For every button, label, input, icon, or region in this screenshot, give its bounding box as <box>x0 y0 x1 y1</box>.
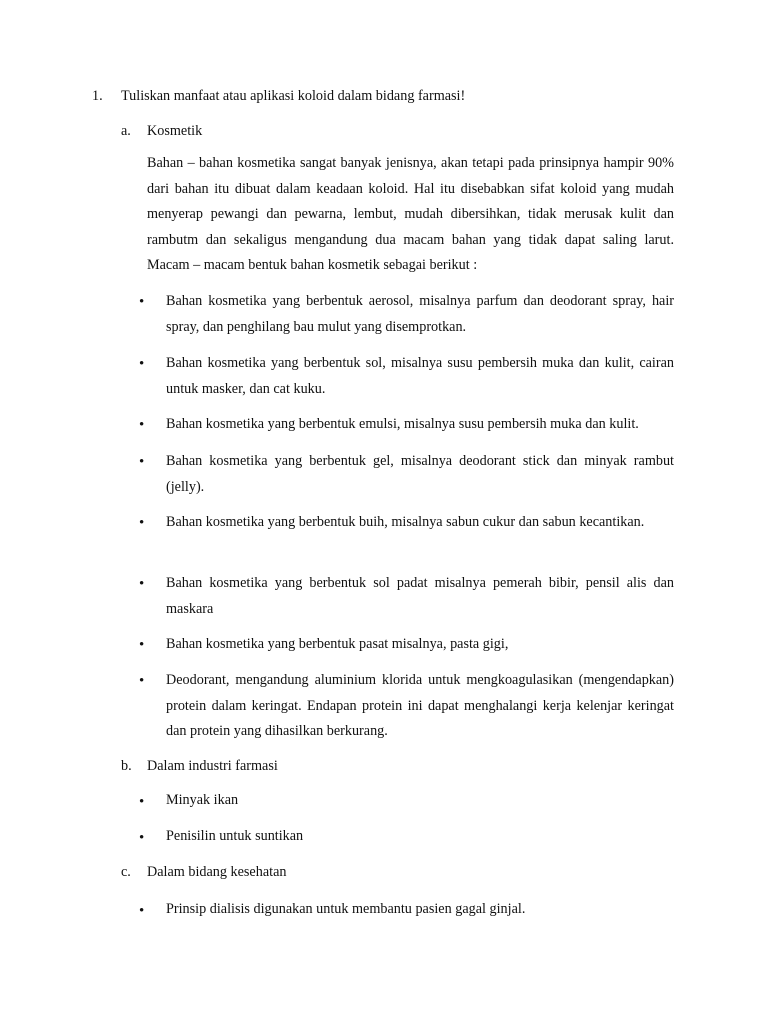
bullet-glyph: • <box>139 637 145 653</box>
section-c-marker: c. <box>121 864 131 880</box>
bullet-glyph: • <box>139 515 145 531</box>
list-item-a-2: Bahan kosmetika yang berbentuk emulsi, misalnya susu pembersih muka dan kulit. <box>166 416 639 432</box>
section-b-marker: b. <box>121 758 132 774</box>
section-a-title: Kosmetik <box>147 123 203 139</box>
list-item-a-6: Bahan kosmetika yang berbentuk pasat misalnya, pasta gigi, <box>166 636 509 652</box>
bullet-glyph: • <box>139 903 145 919</box>
bullet-glyph: • <box>139 454 145 470</box>
bullet-glyph: • <box>139 294 145 310</box>
question-text: Tuliskan manfaat atau aplikasi koloid dalam bidang farmasi! <box>121 88 466 104</box>
question-number: 1. <box>92 88 103 104</box>
section-a-intro: Bahan – bahan kosmetika sangat banyak jenisnya, akan tetapi pada prinsipnya hampir 90% dari bahan itu dibuat dalam keadaan koloid. Hal itu disebabkan sifat koloid yang mudah menyerap pewangi dan pewarna, lembut, mudah dibersihkan, tidak merusak kulit dan rambutm dan sekaligus mengandung dua macam bahan yang tidak dapat saling larut. Macam – macam bentuk bahan kosmetik sebagai berikut : <box>147 155 674 273</box>
list-item-a-1: Bahan kosmetika yang berbentuk sol, misalnya susu pembersih muka dan kulit, cairan untuk masker, dan cat kuku. <box>166 355 674 397</box>
bullet-glyph: • <box>139 794 145 810</box>
bullet-glyph: • <box>139 673 145 689</box>
list-item-b-1: Penisilin untuk suntikan <box>166 828 304 844</box>
list-item-a-4: Bahan kosmetika yang berbentuk buih, misalnya sabun cukur dan sabun kecantikan. <box>166 514 645 530</box>
list-item-a-5: Bahan kosmetika yang berbentuk sol padat misalnya pemerah bibir, pensil alis dan maskara <box>166 575 674 617</box>
list-item-a-0: Bahan kosmetika yang berbentuk aerosol, misalnya parfum dan deodorant spray, hair spray, dan penghilang bau mulut yang disemprotkan. <box>166 293 674 335</box>
list-item-a-7: Deodorant, mengandung aluminium klorida untuk mengkoagulasikan (mengendapkan) protein dalam keringat. Endapan protein ini dapat menghalangi kerja kelenjar keringat dan protein yang dihasilkan berkurang. <box>166 672 674 739</box>
bullet-glyph: • <box>139 417 145 433</box>
section-b-title: Dalam industri farmasi <box>147 758 278 774</box>
section-c-title: Dalam bidang kesehatan <box>147 864 287 880</box>
section-a-marker: a. <box>121 123 131 139</box>
bullet-glyph: • <box>139 576 145 592</box>
list-item-c-0: Prinsip dialisis digunakan untuk membantu pasien gagal ginjal. <box>166 901 526 917</box>
bullet-glyph: • <box>139 356 145 372</box>
bullet-glyph: • <box>139 830 145 846</box>
list-item-a-3: Bahan kosmetika yang berbentuk gel, misalnya deodorant stick dan minyak rambut (jelly). <box>166 453 674 495</box>
list-item-b-0: Minyak ikan <box>166 792 239 808</box>
